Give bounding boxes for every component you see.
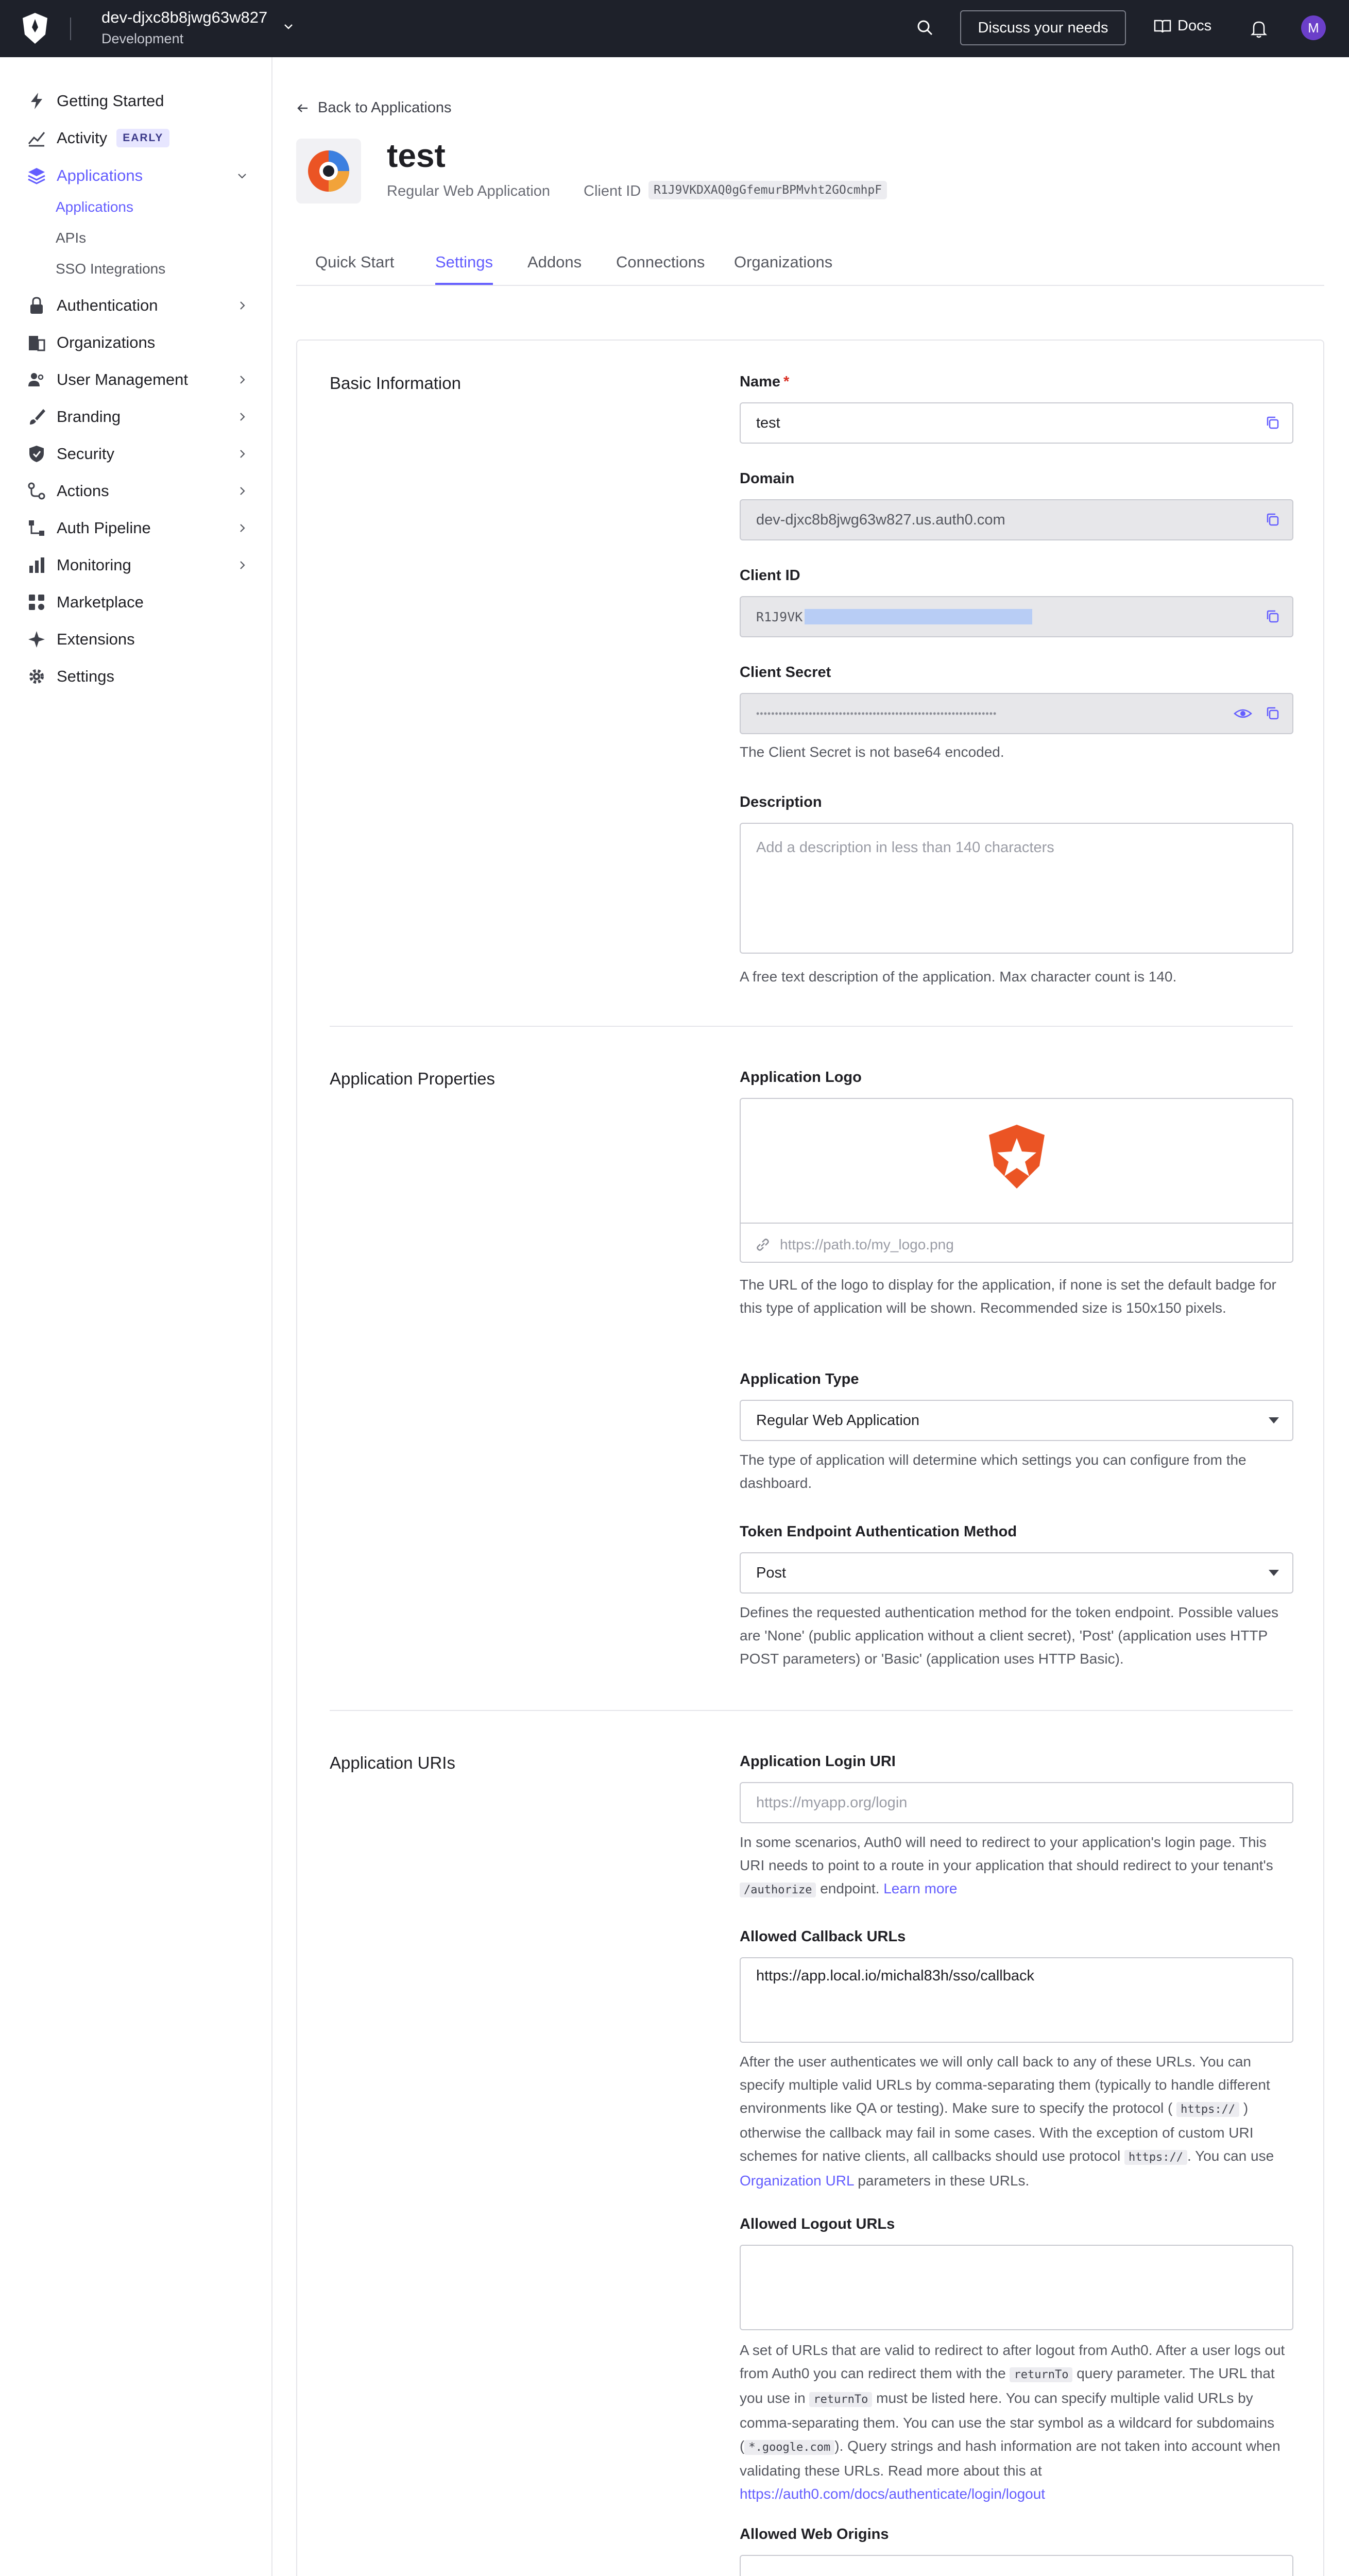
tab-organizations[interactable]: Organizations: [734, 253, 833, 271]
tenant-environment: Development: [101, 31, 184, 46]
sidebar-item-label: User Management: [57, 370, 189, 388]
name-field[interactable]: [740, 402, 1293, 444]
link-icon: [755, 1237, 771, 1252]
client-secret-field[interactable]: [740, 693, 1293, 734]
logo-box-divider: [741, 1223, 1292, 1224]
chevron-right-icon[interactable]: [236, 559, 248, 571]
star-icon: [27, 630, 46, 649]
sidebar-item-applications[interactable]: [27, 163, 248, 189]
client-secret-help: The Client Secret is not base64 encoded.: [740, 744, 1004, 760]
client-id-field-label: Client ID: [740, 567, 800, 584]
text-selection-highlight: [805, 609, 1032, 624]
sidebar-item-label: Branding: [57, 408, 121, 426]
chart-icon: [27, 128, 46, 148]
code-snippet: https://: [1176, 2102, 1239, 2117]
login-uri-help: In some scenarios, Auth0 will need to redirect to your application's login page. This URI needs to point to a route in your application that should redirect to your tenant's /authorize endpoint. Learn more: [740, 1834, 1273, 1896]
token-method-value: Post: [756, 1564, 787, 1581]
lock-icon: [27, 296, 46, 315]
topbar-divider: [70, 18, 71, 40]
code-snippet: https://: [1124, 2150, 1187, 2165]
sidebar-item-label: Settings: [57, 667, 115, 685]
chevron-right-icon[interactable]: [236, 374, 248, 386]
bolt-icon: [27, 91, 46, 111]
sidebar-item-label: Actions: [57, 482, 109, 500]
logout-urls-textarea[interactable]: [740, 2245, 1293, 2330]
search-icon[interactable]: [915, 18, 935, 38]
sidebar-item-branding[interactable]: [27, 404, 248, 430]
web-origins-textarea[interactable]: [740, 2555, 1293, 2576]
discuss-needs-button[interactable]: Discuss your needs: [960, 10, 1126, 45]
chevron-right-icon[interactable]: [236, 448, 248, 460]
copy-icon[interactable]: [1265, 512, 1281, 528]
sidebar-subitem-sso-integrations[interactable]: SSO Integrations: [56, 261, 166, 277]
tab-bar: [296, 253, 1324, 286]
arrow-left-icon: [296, 101, 310, 115]
gear-icon: [27, 667, 46, 686]
logout-docs-link[interactable]: https://auth0.com/docs/authenticate/login/logout: [740, 2486, 1046, 2502]
description-textarea[interactable]: [740, 823, 1293, 954]
client-id-field-value: R1J9VK: [756, 609, 803, 624]
application-logo-box: [740, 1098, 1293, 1263]
sidebar-item-label: Activity: [57, 129, 108, 147]
callback-urls-label: Allowed Callback URLs: [740, 1928, 906, 1945]
eye-icon[interactable]: [1234, 705, 1252, 722]
copy-icon[interactable]: [1265, 705, 1281, 722]
chevron-down-icon[interactable]: [236, 170, 248, 182]
app-type-badge-icon: [296, 139, 361, 204]
logout-urls-help: A set of URLs that are valid to redirect to after logout from Auth0. After a user logs out from Auth0 you can redirect them with the returnTo query parameter. The URL that you use in returnTo must be listed here. You can specify multiple valid URLs by comma-separating them. You can use the star symbol as a wildcard for subdomains ( *.google.com ). Query strings and hash information are not taken into account when validating these URLs. Read more about this at https://auth0.com/docs/authenticate/login/logout: [740, 2342, 1285, 2502]
web-origins-label: Allowed Web Origins: [740, 2526, 889, 2543]
sidebar-item-label: Extensions: [57, 630, 135, 648]
sidebar-item-label: Getting Started: [57, 92, 164, 110]
application-type-label: Application Type: [740, 1371, 859, 1387]
application-properties-title: Application Properties: [330, 1069, 496, 1088]
docs-label: Docs: [1177, 18, 1212, 34]
sidebar-item-label: Organizations: [57, 333, 156, 351]
application-type-select[interactable]: [740, 1400, 1293, 1441]
chevron-right-icon[interactable]: [236, 522, 248, 534]
domain-field[interactable]: [740, 499, 1293, 540]
code-snippet: /authorize: [740, 1883, 816, 1897]
tab-settings[interactable]: Settings: [435, 253, 493, 285]
book-icon: [1154, 19, 1171, 34]
tab-quick-start[interactable]: Quick Start: [315, 253, 395, 271]
chevron-right-icon[interactable]: [236, 485, 248, 497]
top-bar: [0, 0, 1349, 57]
chevron-right-icon[interactable]: [236, 411, 248, 423]
client-id-label: Client ID: [584, 183, 641, 199]
users-icon: [27, 370, 46, 389]
callback-urls-value: https://app.local.io/michal83h/sso/callback: [756, 1968, 1035, 1984]
caret-down-icon: [1269, 1417, 1279, 1423]
code-snippet: returnTo: [809, 2392, 872, 2407]
name-label: Name *: [740, 374, 790, 390]
sidebar-item-organizations[interactable]: [27, 330, 248, 355]
bell-icon[interactable]: [1250, 19, 1268, 38]
logout-urls-label: Allowed Logout URLs: [740, 2216, 895, 2232]
shield-icon: [27, 444, 46, 464]
docs-link[interactable]: [1154, 18, 1211, 35]
sidebar-item-user-management[interactable]: [27, 367, 248, 393]
sidebar-item-security[interactable]: [27, 441, 248, 467]
chevron-right-icon[interactable]: [236, 299, 248, 312]
learn-more-link[interactable]: Learn more: [883, 1880, 958, 1896]
auth0-shield-logo-icon: [985, 1124, 1049, 1192]
application-uris-title: Application URIs: [330, 1753, 455, 1772]
sidebar-item-authentication[interactable]: [27, 293, 248, 318]
description-placeholder: Add a description in less than 140 characters: [756, 839, 1054, 856]
sidebar-item-settings[interactable]: [27, 664, 248, 689]
actions-icon: [27, 481, 46, 501]
sidebar-item-marketplace[interactable]: [27, 589, 248, 615]
basic-information-title: Basic Information: [330, 374, 461, 393]
token-method-label: Token Endpoint Authentication Method: [740, 1523, 1017, 1540]
sidebar-item-auth-pipeline[interactable]: [27, 515, 248, 541]
settings-card: [296, 340, 1324, 2576]
callback-urls-help: After the user authenticates we will only call back to any of these URLs. You can specify multiple valid URLs by comma-separating them (typically to handle different environments like QA or testing). Make sure to specify the protocol ( https:// ) otherwise the callback may fail in some cases. With the exception of custom URI schemes for native clients, all callbacks should use protocol https:// . You can use Organization URL parameters in these URLs.: [740, 2054, 1274, 2189]
section-divider: [330, 1710, 1293, 1711]
client-secret-label: Client Secret: [740, 664, 831, 681]
bars-icon: [27, 555, 46, 575]
page-title: test: [387, 137, 446, 174]
code-snippet: returnTo: [1010, 2367, 1072, 2382]
tenant-name[interactable]: dev-djxc8b8jwg63w827: [101, 8, 268, 26]
brush-icon: [27, 407, 46, 427]
sidebar-item-label: Applications: [57, 166, 143, 184]
building-icon: [27, 333, 46, 352]
app-type-label: Regular Web Application: [387, 183, 551, 199]
application-type-value: Regular Web Application: [756, 1412, 920, 1429]
sidebar-item-monitoring[interactable]: [27, 552, 248, 578]
sidebar-item-activity[interactable]: [27, 125, 248, 151]
main-content: [272, 57, 1349, 2576]
client-id-chip[interactable]: R1J9VKDXAQ0gGfemurBPMvht2GOcmhpF: [648, 181, 887, 199]
tab-addons[interactable]: Addons: [527, 253, 582, 271]
domain-value: dev-djxc8b8jwg63w827.us.auth0.com: [756, 511, 1005, 528]
sidebar: [0, 57, 272, 2576]
app-logo: [296, 139, 361, 204]
callback-urls-textarea[interactable]: [740, 1957, 1293, 2043]
required-marker: *: [783, 374, 790, 390]
token-method-select[interactable]: [740, 1552, 1293, 1594]
sidebar-item-getting-started[interactable]: [27, 88, 248, 114]
description-label: Description: [740, 794, 822, 810]
sidebar-subitem-apis[interactable]: APIs: [56, 230, 87, 246]
grid-icon: [27, 592, 46, 612]
pipeline-icon: [27, 518, 46, 538]
layers-icon: [27, 166, 46, 185]
auth0-logo-icon[interactable]: [20, 12, 50, 45]
sidebar-item-label: Monitoring: [57, 556, 131, 574]
back-link-label: Back to Applications: [318, 99, 452, 116]
early-badge: EARLY: [116, 129, 169, 147]
tab-connections[interactable]: Connections: [616, 253, 705, 271]
sidebar-item-extensions[interactable]: [27, 626, 248, 652]
domain-label: Domain: [740, 470, 795, 487]
chevron-down-icon[interactable]: [282, 21, 295, 33]
logo-url-placeholder: https://path.to/my_logo.png: [780, 1236, 954, 1252]
copy-icon[interactable]: [1265, 415, 1281, 431]
name-value: test: [756, 414, 780, 431]
sidebar-subitem-applications[interactable]: Applications: [56, 199, 133, 215]
sidebar-item-label: Auth Pipeline: [57, 519, 151, 537]
login-uri-label: Application Login URI: [740, 1753, 896, 1770]
organization-url-link[interactable]: Organization URL: [740, 2173, 854, 2189]
sidebar-item-label: Security: [57, 445, 114, 463]
copy-icon[interactable]: [1265, 608, 1281, 625]
login-uri-input[interactable]: [740, 1782, 1293, 1823]
token-method-help: Defines the requested authentication method for the token endpoint. Possible values are 'None' (public application without a client secret), 'Post' (application uses HTTP POST parameters) or 'Basic' (application uses HTTP Basic).: [740, 1604, 1279, 1667]
client-id-field[interactable]: [740, 596, 1293, 637]
client-secret-mask: ••••••••••••••••••••••••••••••••••••••••••••••••••••••••••••••••: [756, 708, 997, 719]
description-help: A free text description of the application. Max character count is 140.: [740, 969, 1177, 985]
caret-down-icon: [1269, 1570, 1279, 1576]
sidebar-item-label: Authentication: [57, 296, 158, 314]
code-snippet: *.google.com: [744, 2440, 834, 2455]
application-logo-label: Application Logo: [740, 1069, 862, 1086]
back-to-applications-link[interactable]: [296, 99, 452, 116]
logo-url-input[interactable]: [755, 1227, 954, 1263]
sidebar-item-actions[interactable]: [27, 478, 248, 504]
application-type-help: The type of application will determine which settings you can configure from the dashboard.: [740, 1452, 1246, 1491]
user-avatar[interactable]: M: [1301, 15, 1326, 40]
logo-help: The URL of the logo to display for the application, if none is set the default badge for this type of application will be shown. Recommended size is 150x150 pixels.: [740, 1277, 1276, 1316]
section-divider: [330, 1026, 1293, 1027]
sidebar-item-label: Marketplace: [57, 593, 144, 611]
login-uri-placeholder: https://myapp.org/login: [756, 1794, 908, 1811]
